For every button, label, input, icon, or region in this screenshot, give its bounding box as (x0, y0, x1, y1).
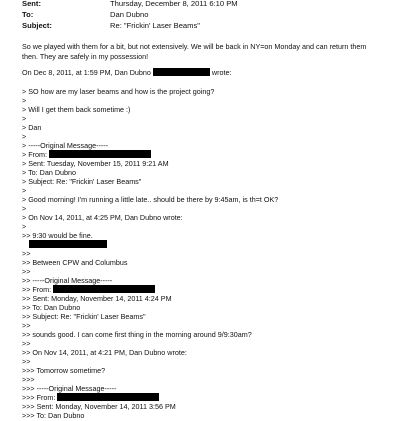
body-line: > (22, 132, 27, 141)
body-line: >> (22, 339, 31, 348)
body-line: > SO how are my laser beams and how is the project going? (22, 87, 215, 96)
from-label: > From: (22, 150, 47, 159)
body-line: > Dan (22, 123, 42, 132)
sent-label: Sent: (22, 0, 41, 8)
body-line: >> Between CPW and Columbus (22, 258, 128, 267)
body-line: >> -----Original Message----- (22, 276, 113, 285)
redaction-bar (29, 240, 107, 248)
body-line: > (22, 96, 27, 105)
body-line: > To: Dan Dubno (22, 168, 77, 177)
body-line: > (22, 114, 27, 123)
quote-intro-line (22, 68, 232, 78)
sent-value: Thursday, December 8, 2011 6:10 PM (110, 0, 238, 8)
body-line: >>> (22, 375, 35, 384)
subject-label: Subject: (22, 21, 52, 30)
body-line: >> (22, 249, 31, 258)
from-label: >>> From: (22, 393, 56, 402)
body-line: > Subject: Re: "Frickin' Laser Beams" (22, 177, 142, 186)
body-line: > On Nov 14, 2011, at 4:25 PM, Dan Dubno wrote: (22, 213, 183, 222)
body-line: >> To: Dan Dubno (22, 303, 81, 312)
body-line: >>> Sent: Monday, November 14, 2011 3:56 PM (22, 402, 176, 411)
body-line: > Will I get them back sometime :) (22, 105, 131, 114)
body-line: >> sounds good. I can come first thing in the morning around 9/9:30am? (22, 330, 252, 339)
body-line: > (22, 186, 27, 195)
body-line: >>> -----Original Message----- (22, 384, 117, 393)
reply-paragraph: So we played with them for a bit, but not extensively. We will be back in NY=on Monday and can return them then. They are safely in my possession! (22, 42, 367, 61)
body-line: >> On Nov 14, 2011, at 4:21 PM, Dan Dubno wrote: (22, 348, 187, 357)
body-line: > (22, 222, 27, 231)
subject-value: Re: "Frickin' Laser Beams" (110, 21, 200, 30)
body-line: >> 9:30 would be fine. (22, 231, 93, 240)
quote-intro-text: On Dec 8, 2011, at 1:59 PM, Dan Dubno (22, 68, 151, 77)
body-line: > Sent: Tuesday, November 15, 2011 9:21 AM (22, 159, 169, 168)
body-line: >> (22, 357, 31, 366)
redacted-line (22, 240, 107, 250)
redaction-bar (49, 150, 151, 158)
body-line: >> Subject: Re: "Frickin' Laser Beams" (22, 312, 146, 321)
quote-intro-wrote: wrote: (211, 68, 232, 77)
to-label: To: (22, 10, 34, 19)
body-line: >> (22, 321, 31, 330)
body-line: > (22, 204, 27, 213)
body-line: >>> To: Dan Dubno (22, 411, 85, 420)
from-label: >> From: (22, 285, 52, 294)
body-line: >>> Tomorrow sometime? (22, 366, 106, 375)
redaction-bar (153, 68, 210, 76)
body-line: >> (22, 267, 31, 276)
body-line: > Good morning! I'm running a little late.. should be there by 9:45am, is th=t OK? (22, 195, 279, 204)
body-line: > -----Original Message----- (22, 141, 109, 150)
redaction-bar (53, 285, 155, 293)
to-value: Dan Dubno (110, 10, 149, 19)
body-line: >> Sent: Monday, November 14, 2011 4:24 PM (22, 294, 172, 303)
